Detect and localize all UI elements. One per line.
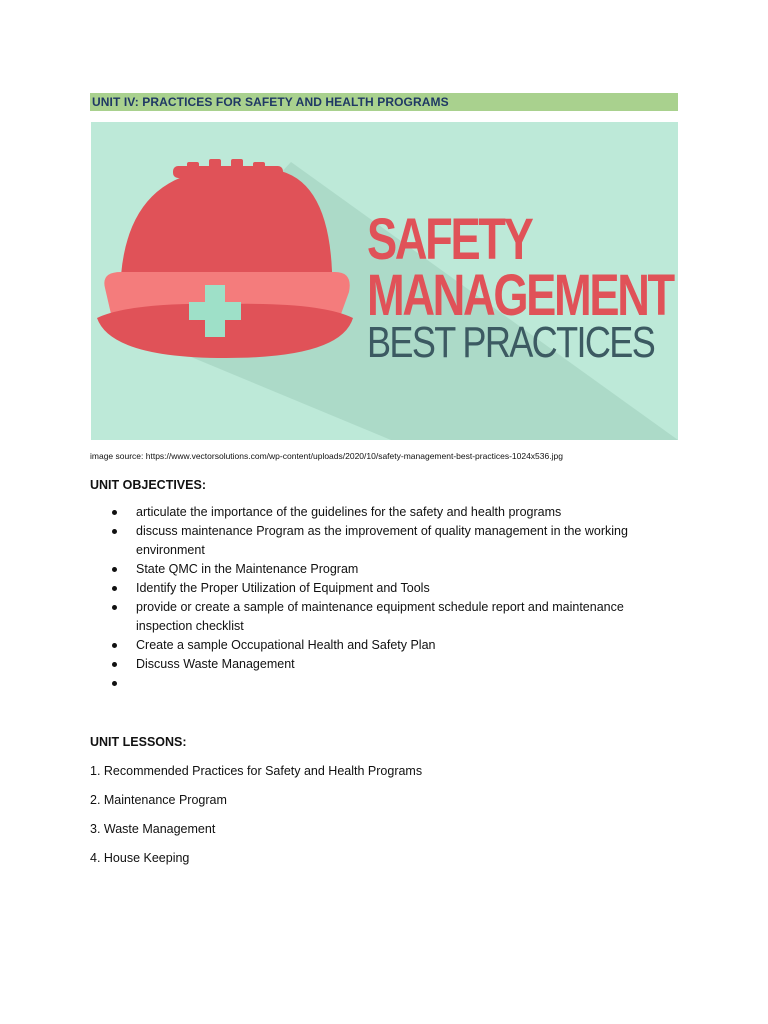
bullet-icon xyxy=(112,605,117,610)
hero-image xyxy=(91,122,678,440)
list-item: provide or create a sample of maintenance equipment schedule report and maintenance inspection checklist xyxy=(112,598,672,636)
bullet-icon xyxy=(112,662,117,667)
unit-lessons-title: UNIT LESSONS: xyxy=(90,735,187,749)
hero-subtitle-best-practices: BEST PRACTICES xyxy=(367,318,655,367)
lesson-item: 4. House Keeping xyxy=(90,851,190,865)
lesson-item: 2. Maintenance Program xyxy=(90,793,227,807)
unit-header: UNIT IV: PRACTICES FOR SAFETY AND HEALTH PROGRAMS xyxy=(90,93,678,111)
bullet-icon xyxy=(112,586,117,591)
bullet-icon xyxy=(112,681,117,686)
list-item: Identify the Proper Utilization of Equipment and Tools xyxy=(112,579,672,598)
lesson-item: 1. Recommended Practices for Safety and Health Programs xyxy=(90,764,423,778)
image-source-caption: image source: https://www.vectorsolutions.com/wp-content/uploads/2020/10/safety-management-best-practices-1024x536.jpg xyxy=(90,451,563,461)
bullet-icon xyxy=(112,567,117,572)
objectives-list xyxy=(112,503,672,693)
bullet-icon xyxy=(112,510,117,515)
list-item: discuss maintenance Program as the improvement of quality management in the working environment xyxy=(112,522,672,560)
list-item: Discuss Waste Management xyxy=(112,655,672,674)
list-item: articulate the importance of the guidelines for the safety and health programs xyxy=(112,503,672,522)
lesson-item: 3. Waste Management xyxy=(90,822,216,836)
hero-title-management: MANAGEMENT xyxy=(367,263,673,328)
list-item: State QMC in the Maintenance Program xyxy=(112,560,672,579)
bullet-icon xyxy=(112,643,117,648)
cross-horizontal xyxy=(189,302,241,320)
hero-title-safety: SAFETY xyxy=(367,207,532,272)
list-item-empty xyxy=(112,674,672,693)
list-item: Create a sample Occupational Health and Safety Plan xyxy=(112,636,672,655)
unit-objectives-title: UNIT OBJECTIVES: xyxy=(90,478,206,492)
bullet-icon xyxy=(112,529,117,534)
